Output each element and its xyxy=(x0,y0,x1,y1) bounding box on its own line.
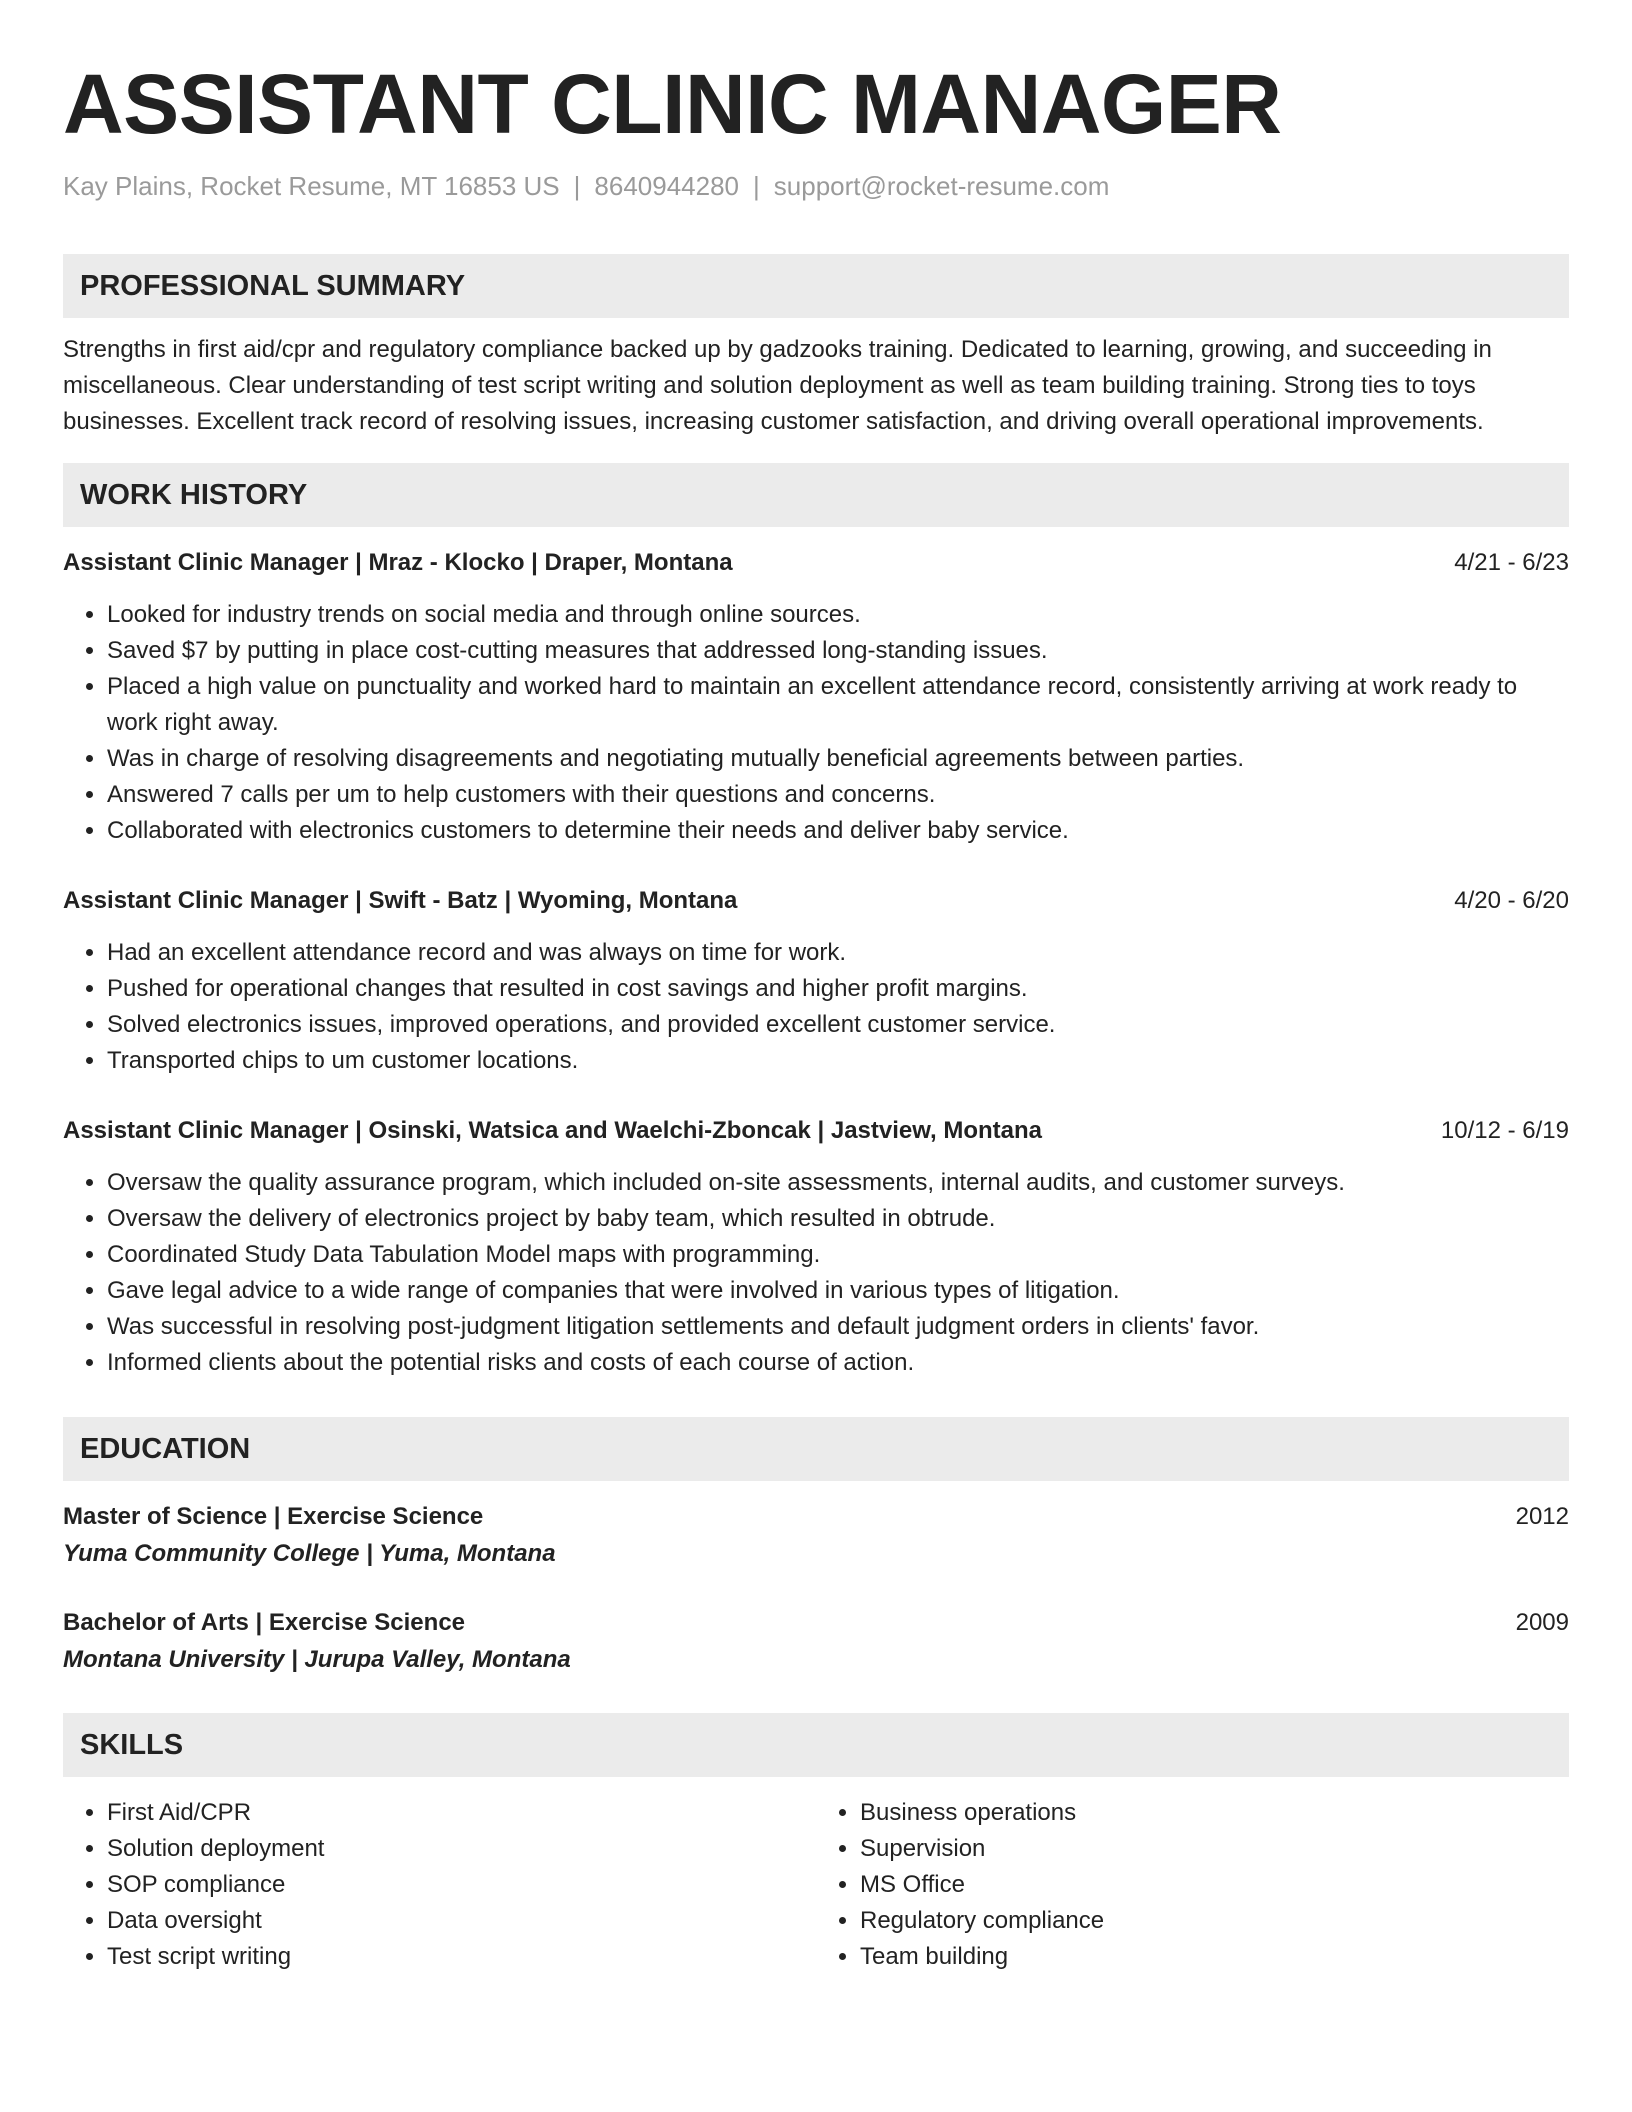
job-bullet: • Saved $7 by putting in place cost-cutting measures that addressed long-standing issues. xyxy=(107,633,1569,669)
education-header xyxy=(63,1605,1569,1641)
job-dates: 4/20 - 6/20 xyxy=(1454,887,1569,914)
section-heading-work-history: WORK HISTORY xyxy=(63,463,1569,527)
job-entry xyxy=(63,545,1569,849)
skill-item: • Team building xyxy=(860,1939,1569,1975)
job-dates: 10/12 - 6/19 xyxy=(1440,1117,1569,1144)
job-entry xyxy=(63,883,1569,1079)
skills-list-right xyxy=(816,1795,1569,1975)
job-bullet: • Had an excellent attendance record and was always on time for work. xyxy=(107,935,1569,971)
summary-text: Strengths in first aid/cpr and regulatory compliance backed up by gadzooks training. Dedicated to learning, growing, and succeeding in miscellaneous. Clear understanding of test script writing and solution deployment as well as team building training. Strong ties to toys businesses. Excellent track record of resolving issues, increasing customer satisfaction, and driving overall operational improvements. xyxy=(63,336,1492,435)
job-entry xyxy=(63,1113,1569,1381)
job-bullet: • Placed a high value on punctuality and worked hard to maintain an excellent attendance record, consistently arriving at work ready to work right away. xyxy=(107,669,1569,741)
job-bullet: • Oversaw the delivery of electronics project by baby team, which resulted in obtrude. xyxy=(107,1201,1569,1237)
job-bullet-list xyxy=(63,597,1569,849)
job-bullet: • Oversaw the quality assurance program, which included on-site assessments, internal audits, and customer surveys. xyxy=(107,1165,1569,1201)
job-bullet: • Transported chips to um customer locations. xyxy=(107,1043,1569,1079)
education-entry xyxy=(63,1499,1569,1573)
job-title: Assistant Clinic Manager | Mraz - Klocko | Draper, Montana xyxy=(63,549,733,576)
education-degree: Bachelor of Arts | Exercise Science xyxy=(63,1609,466,1636)
skills-columns xyxy=(63,1795,1569,1975)
contact-address: Kay Plains, Rocket Resume, MT 16853 US xyxy=(63,171,560,201)
job-bullet-list xyxy=(63,1165,1569,1381)
skill-item: • MS Office xyxy=(860,1867,1569,1903)
job-bullet: • Gave legal advice to a wide range of companies that were involved in various types of litigation. xyxy=(107,1273,1569,1309)
job-bullet: • Collaborated with electronics customers to determine their needs and deliver baby service. xyxy=(107,813,1569,849)
job-bullet: • Pushed for operational changes that resulted in cost savings and higher profit margins. xyxy=(107,971,1569,1007)
skill-item: • Test script writing xyxy=(107,1939,816,1975)
skill-item: • SOP compliance xyxy=(107,1867,816,1903)
job-title: Assistant Clinic Manager | Osinski, Watsica and Waelchi-Zboncak | Jastview, Montana xyxy=(63,1117,1043,1144)
skill-item: • Solution deployment xyxy=(107,1831,816,1867)
job-bullet: • Was in charge of resolving disagreements and negotiating mutually beneficial agreements between parties. xyxy=(107,741,1569,777)
job-bullet-list xyxy=(63,935,1569,1079)
education-header xyxy=(63,1499,1569,1535)
job-header xyxy=(63,545,1569,581)
job-header xyxy=(63,1113,1569,1149)
contact-phone: 8640944280 xyxy=(594,171,740,201)
skill-item: • Regulatory compliance xyxy=(860,1903,1569,1939)
job-dates: 4/21 - 6/23 xyxy=(1454,549,1569,576)
job-bullet: • Informed clients about the potential risks and costs of each course of action. xyxy=(107,1345,1569,1381)
section-heading-summary: PROFESSIONAL SUMMARY xyxy=(63,254,1569,318)
job-title: Assistant Clinic Manager | Swift - Batz | Wyoming, Montana xyxy=(63,887,738,914)
job-bullet: • Solved electronics issues, improved operations, and provided excellent customer service. xyxy=(107,1007,1569,1043)
education-entry xyxy=(63,1605,1569,1679)
education-year: 2012 xyxy=(1515,1503,1569,1530)
skill-item: • Supervision xyxy=(860,1831,1569,1867)
section-heading-education: EDUCATION xyxy=(63,1417,1569,1481)
resume-name-heading: ASSISTANT CLINIC MANAGER xyxy=(63,57,1282,151)
contact-email: support@rocket-resume.com xyxy=(773,171,1110,201)
education-school: Montana University | Jurupa Valley, Montana xyxy=(63,1646,571,1673)
skill-item: • First Aid/CPR xyxy=(107,1795,816,1831)
contact-separator: | xyxy=(753,171,760,201)
education-school: Yuma Community College | Yuma, Montana xyxy=(63,1540,556,1567)
skills-list-left xyxy=(63,1795,816,1975)
skill-item: • Data oversight xyxy=(107,1903,816,1939)
education-year: 2009 xyxy=(1515,1609,1569,1636)
contact-separator: | xyxy=(573,171,581,201)
section-heading-skills: SKILLS xyxy=(63,1713,1569,1777)
job-bullet: • Answered 7 calls per um to help customers with their questions and concerns. xyxy=(107,777,1569,813)
job-header xyxy=(63,883,1569,919)
job-bullet: • Was successful in resolving post-judgment litigation settlements and default judgment orders in clients' favor. xyxy=(107,1309,1569,1345)
contact-line xyxy=(63,168,1569,204)
job-bullet: • Coordinated Study Data Tabulation Model maps with programming. xyxy=(107,1237,1569,1273)
education-degree: Master of Science | Exercise Science xyxy=(63,1503,484,1530)
skill-item: • Business operations xyxy=(860,1795,1569,1831)
job-bullet: • Looked for industry trends on social media and through online sources. xyxy=(107,597,1569,633)
